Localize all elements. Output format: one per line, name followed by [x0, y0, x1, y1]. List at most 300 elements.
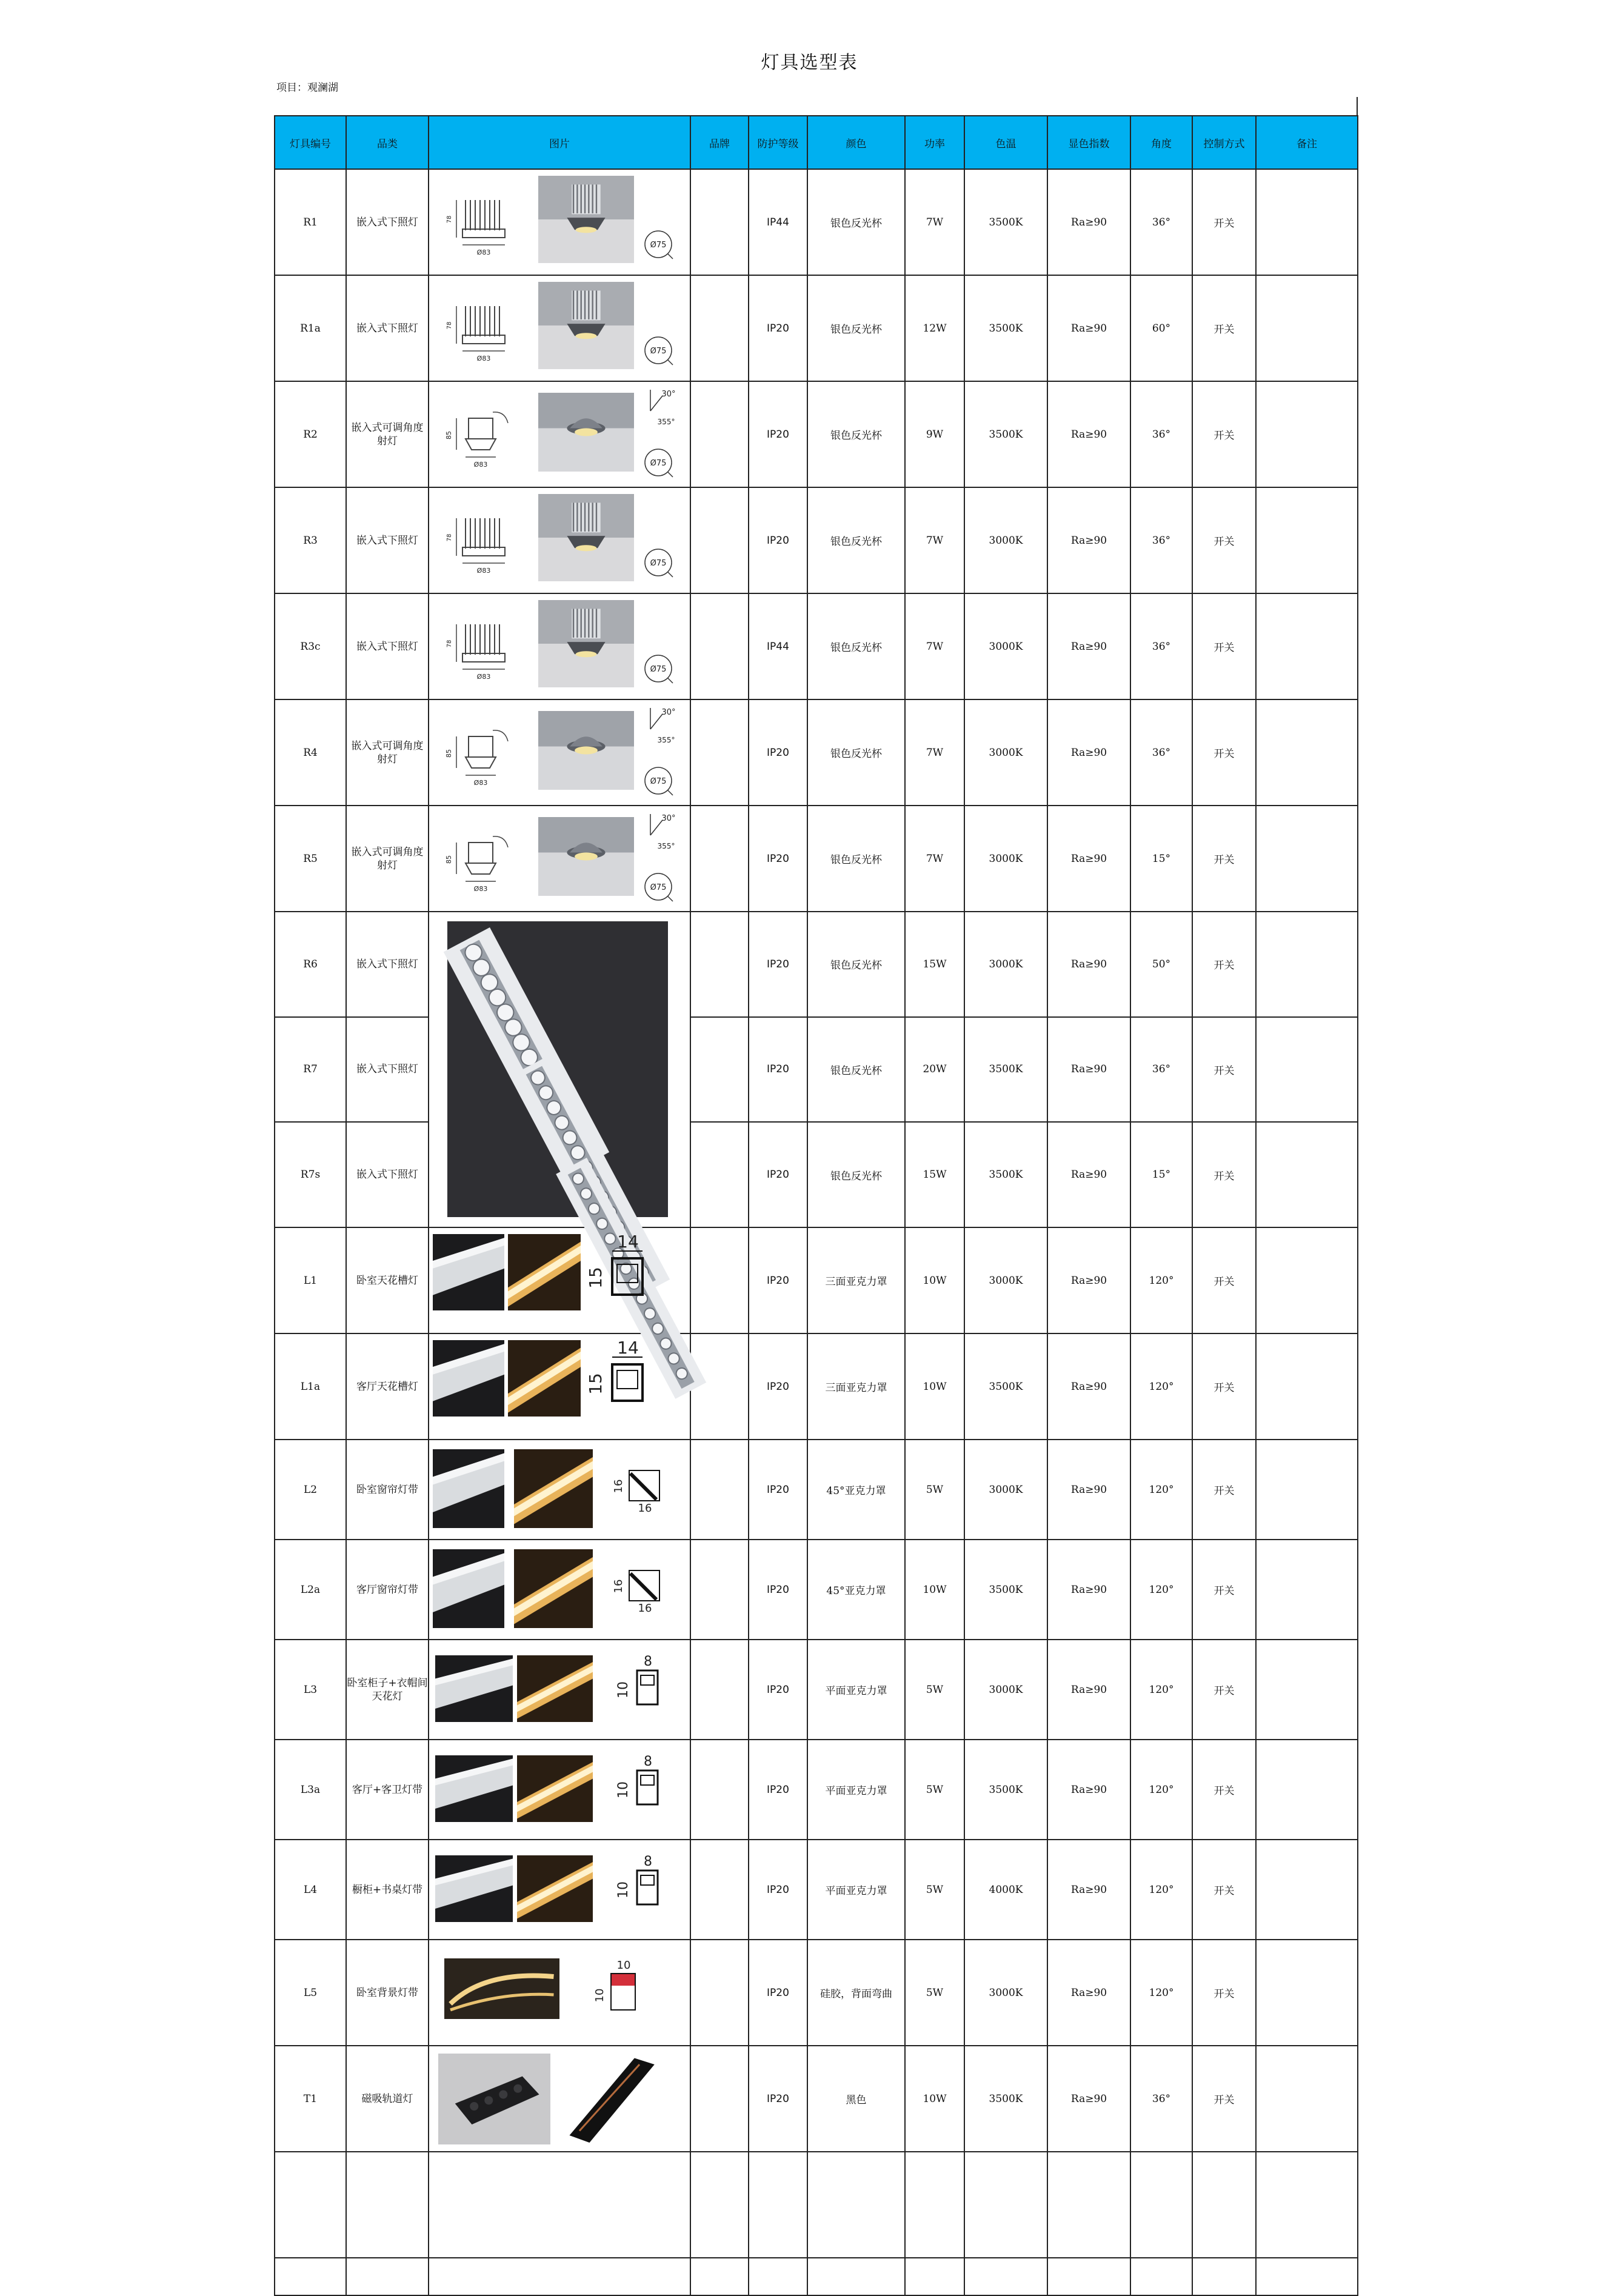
diameter-label: Ø83: [476, 673, 491, 681]
category-cell: 橱柜+书桌灯带: [346, 1840, 429, 1940]
power-cell: 5W: [905, 1640, 964, 1740]
power-cell: 5W: [905, 1840, 964, 1940]
diameter-label: Ø83: [476, 249, 491, 256]
id-cell: R1a: [275, 275, 346, 381]
product-photo: [444, 1958, 559, 2019]
category-cell: [346, 2152, 429, 2258]
picture-cell: [429, 699, 690, 806]
angle-drawing: [644, 387, 681, 435]
color-cell: 银色反光杯: [807, 593, 905, 699]
product-photo-off: [435, 1755, 513, 1822]
power-cell: 20W: [905, 1017, 964, 1123]
profile-drawing: [605, 1546, 672, 1631]
remark-cell: [1256, 1740, 1358, 1840]
control-cell: 开关: [1192, 699, 1256, 806]
angle-drawing: [644, 705, 681, 753]
picture-frame: [429, 2046, 690, 2151]
remark-cell: [1256, 1227, 1358, 1333]
product-photo-on: [514, 1549, 593, 1628]
ip-rating-cell: IP20: [749, 1333, 807, 1440]
id-cell: L2: [275, 1440, 346, 1540]
rotation-angle-label: 355°: [657, 736, 675, 744]
cct-cell: 3000K: [964, 1440, 1047, 1540]
color-cell: 银色反光杯: [807, 806, 905, 912]
cri-cell: Ra≥90: [1047, 806, 1130, 912]
ip-rating-cell: IP20: [749, 381, 807, 487]
profile-width-label: 16: [638, 1602, 652, 1615]
picture-cell: [429, 1940, 690, 2046]
profile-height-label: 15: [586, 1373, 606, 1395]
cutout-diameter: [641, 446, 678, 482]
category-cell: 客厅天花槽灯: [346, 1333, 429, 1440]
rotation-angle-label: 355°: [657, 842, 675, 850]
cri-cell: Ra≥90: [1047, 1540, 1130, 1640]
color-cell: 银色反光杯: [807, 275, 905, 381]
picture-frame: [429, 700, 690, 805]
category-cell: [346, 2258, 429, 2295]
control-cell: 开关: [1192, 912, 1256, 1017]
picture-frame: [429, 382, 690, 487]
power-cell: 7W: [905, 699, 964, 806]
brand-cell: [690, 1333, 749, 1440]
header-control: 控制方式: [1192, 116, 1256, 169]
cct-cell: 3500K: [964, 275, 1047, 381]
remark-cell: [1256, 169, 1358, 275]
color-cell: 银色反光杯: [807, 169, 905, 275]
profile-height-label: 10: [616, 1781, 631, 1798]
color-cell: 银色反光杯: [807, 487, 905, 593]
cri-cell: Ra≥90: [1047, 1227, 1130, 1333]
cutout-label: Ø75: [650, 241, 667, 250]
ip-rating-cell: IP44: [749, 169, 807, 275]
id-cell: L4: [275, 1840, 346, 1940]
cri-cell: Ra≥90: [1047, 1940, 1130, 2046]
cutout-diameter: [641, 652, 678, 688]
picture-frame: [429, 2152, 690, 2257]
brand-cell: [690, 1940, 749, 2046]
header-row: [275, 116, 1358, 169]
product-photo-on: [514, 1449, 593, 1528]
diameter-label: Ø83: [476, 355, 491, 362]
remark-cell: [1256, 806, 1358, 912]
cct-cell: 3500K: [964, 1540, 1047, 1640]
beam-angle-cell: 36°: [1130, 2046, 1192, 2152]
category-cell: 嵌入式下照灯: [346, 169, 429, 275]
remark-cell: [1256, 381, 1358, 487]
cct-cell: [964, 2152, 1047, 2258]
product-photo-fixture: [438, 2054, 550, 2144]
power-cell: 10W: [905, 1540, 964, 1640]
brand-cell: [690, 487, 749, 593]
category-cell: 卧室天花槽灯: [346, 1227, 429, 1333]
cri-cell: Ra≥90: [1047, 169, 1130, 275]
picture-cell: [429, 593, 690, 699]
cct-cell: [964, 2258, 1047, 2295]
cri-cell: Ra≥90: [1047, 1440, 1130, 1540]
remark-cell: [1256, 2152, 1358, 2258]
ip-rating-cell: IP20: [749, 1122, 807, 1227]
profile-drawing: [605, 1446, 672, 1531]
table-row: [275, 806, 1358, 912]
remark-cell: [1256, 593, 1358, 699]
ip-rating-cell: IP20: [749, 1227, 807, 1333]
sheet-title: 灯具选型表: [761, 52, 858, 73]
control-cell: 开关: [1192, 1017, 1256, 1123]
brand-cell: [690, 1840, 749, 1940]
product-photo: [538, 282, 634, 369]
power-cell: [905, 2152, 964, 2258]
beam-angle-cell: 120°: [1130, 1740, 1192, 1840]
table-row: [275, 2046, 1358, 2152]
power-cell: 10W: [905, 2046, 964, 2152]
cct-cell: 3000K: [964, 699, 1047, 806]
picture-cell: [429, 487, 690, 593]
category-cell: 客厅+客卫灯带: [346, 1740, 429, 1840]
control-cell: 开关: [1192, 1840, 1256, 1940]
profile-width-label: 8: [644, 1654, 652, 1669]
picture-frame: [429, 1440, 690, 1539]
product-photo: [538, 176, 634, 263]
profile-width-label: 14: [617, 1232, 639, 1252]
product-photo-on: [517, 1755, 593, 1822]
picture-cell: [429, 275, 690, 381]
category-cell: 嵌入式下照灯: [346, 593, 429, 699]
profile-drawing: [608, 1746, 675, 1831]
control-cell: [1192, 2258, 1256, 2295]
table-row: [275, 381, 1358, 487]
product-photo-on: [517, 1655, 593, 1722]
control-cell: 开关: [1192, 169, 1256, 275]
cri-cell: [1047, 2258, 1130, 2295]
picture-cell: [429, 1740, 690, 1840]
picture-cell: [429, 381, 690, 487]
control-cell: 开关: [1192, 1640, 1256, 1740]
tilt-angle-label: 30°: [661, 814, 676, 823]
product-photo-off: [433, 1449, 504, 1528]
control-cell: 开关: [1192, 1440, 1256, 1540]
color-cell: [807, 2152, 905, 2258]
ip-rating-cell: IP20: [749, 1017, 807, 1123]
control-cell: 开关: [1192, 806, 1256, 912]
cri-cell: [1047, 2152, 1130, 2258]
table-row: [275, 1440, 1358, 1540]
angle-drawing: [644, 811, 681, 859]
ip-rating-cell: IP20: [749, 2046, 807, 2152]
control-cell: [1192, 2152, 1256, 2258]
picture-cell: [429, 2258, 690, 2295]
table-row: [275, 1740, 1358, 1840]
beam-angle-cell: 120°: [1130, 1333, 1192, 1440]
tilt-angle-label: 30°: [661, 390, 676, 399]
cct-cell: 3500K: [964, 2046, 1047, 2152]
project-label: 项目：观澜湖: [276, 82, 338, 94]
brand-cell: [690, 381, 749, 487]
profile-width-label: 8: [644, 1754, 652, 1769]
picture-frame: [429, 488, 690, 593]
product-photo-off: [435, 1855, 513, 1922]
id-cell: [275, 2152, 346, 2258]
header-id: 灯具编号: [275, 116, 346, 169]
brand-cell: [690, 1740, 749, 1840]
remark-cell: [1256, 912, 1358, 1017]
id-cell: R2: [275, 381, 346, 487]
id-cell: L5: [275, 1940, 346, 2046]
beam-angle-cell: 36°: [1130, 169, 1192, 275]
remark-cell: [1256, 1017, 1358, 1123]
picture-frame: [429, 1540, 690, 1639]
picture-frame: [429, 1640, 690, 1739]
color-cell: 银色反光杯: [807, 699, 905, 806]
power-cell: 7W: [905, 487, 964, 593]
picture-frame: [429, 1334, 690, 1439]
product-photo-rail: [559, 2054, 659, 2144]
header-power: 功率: [905, 116, 964, 169]
brand-cell: [690, 1122, 749, 1227]
beam-angle-cell: 36°: [1130, 381, 1192, 487]
id-cell: [275, 2258, 346, 2295]
picture-cell: [429, 169, 690, 275]
picture-cell: [429, 1333, 690, 1440]
picture-cell: [429, 2046, 690, 2152]
product-photo: [538, 711, 634, 790]
control-cell: 开关: [1192, 593, 1256, 699]
table-row: [275, 487, 1358, 593]
remark-cell: [1256, 1540, 1358, 1640]
table-frame-edge: [1357, 97, 1358, 115]
height-label: 78: [446, 533, 453, 542]
id-cell: R7s: [275, 1122, 346, 1227]
control-cell: 开关: [1192, 381, 1256, 487]
header-picture: 图片: [429, 116, 690, 169]
dimension-drawing: [441, 500, 532, 585]
ip-rating-cell: IP20: [749, 1940, 807, 2046]
beam-angle-cell: 60°: [1130, 275, 1192, 381]
ip-rating-cell: IP20: [749, 912, 807, 1017]
rotation-angle-label: 355°: [657, 418, 675, 426]
cct-cell: 3000K: [964, 912, 1047, 1017]
cri-cell: Ra≥90: [1047, 381, 1130, 487]
table-row: [275, 699, 1358, 806]
cutout-label: Ø75: [650, 559, 667, 568]
brand-cell: [690, 2152, 749, 2258]
remark-cell: [1256, 1440, 1358, 1540]
color-cell: [807, 2258, 905, 2295]
beam-angle-cell: 120°: [1130, 1840, 1192, 1940]
dimension-drawing: [441, 182, 532, 267]
height-label: 85: [445, 855, 453, 864]
control-cell: 开关: [1192, 1740, 1256, 1840]
category-cell: 嵌入式下照灯: [346, 275, 429, 381]
ip-rating-cell: IP20: [749, 487, 807, 593]
color-cell: 银色反光杯: [807, 381, 905, 487]
brand-cell: [690, 2046, 749, 2152]
power-cell: 12W: [905, 275, 964, 381]
table-row: [275, 2258, 1358, 2295]
profile-width-label: 8: [644, 1854, 652, 1869]
ip-rating-cell: [749, 2152, 807, 2258]
beam-angle-cell: 36°: [1130, 1017, 1192, 1123]
picture-frame: [429, 806, 690, 911]
cri-cell: Ra≥90: [1047, 1333, 1130, 1440]
table-row: [275, 1333, 1358, 1440]
category-cell: 卧室窗帘灯带: [346, 1440, 429, 1540]
cutout-label: Ø75: [650, 883, 667, 892]
control-cell: 开关: [1192, 2046, 1256, 2152]
id-cell: L1: [275, 1227, 346, 1333]
power-cell: 7W: [905, 169, 964, 275]
color-cell: 银色反光杯: [807, 1017, 905, 1123]
color-cell: 黑色: [807, 2046, 905, 2152]
cutout-label: Ø75: [650, 665, 667, 674]
control-cell: 开关: [1192, 1333, 1256, 1440]
control-cell: 开关: [1192, 1540, 1256, 1640]
control-cell: 开关: [1192, 1122, 1256, 1227]
cutout-diameter: [641, 333, 678, 370]
table-row: [275, 1540, 1358, 1640]
beam-angle-cell: 120°: [1130, 1440, 1192, 1540]
profile-drawing: [608, 1646, 675, 1731]
remark-cell: [1256, 2258, 1358, 2295]
tilt-angle-label: 30°: [661, 708, 676, 717]
power-cell: 7W: [905, 806, 964, 912]
brand-cell: [690, 699, 749, 806]
category-cell: 嵌入式下照灯: [346, 912, 429, 1017]
cct-cell: 3500K: [964, 1740, 1047, 1840]
ip-rating-cell: IP20: [749, 699, 807, 806]
beam-angle-cell: 120°: [1130, 1540, 1192, 1640]
brand-cell: [690, 2258, 749, 2295]
brand-cell: [690, 593, 749, 699]
power-cell: 5W: [905, 1940, 964, 2046]
cutout-label: Ø75: [650, 347, 667, 356]
ip-rating-cell: IP20: [749, 1740, 807, 1840]
remark-cell: [1256, 1640, 1358, 1740]
picture-frame: [429, 594, 690, 699]
id-cell: R7: [275, 1017, 346, 1123]
dimension-drawing: [441, 606, 532, 691]
diameter-label: Ø83: [476, 567, 491, 575]
cri-cell: Ra≥90: [1047, 275, 1130, 381]
product-photo-on: [517, 1855, 593, 1922]
picture-frame: [429, 1940, 690, 2045]
beam-angle-cell: 36°: [1130, 699, 1192, 806]
cct-cell: 3000K: [964, 487, 1047, 593]
power-cell: 10W: [905, 1227, 964, 1333]
table-row: [275, 1840, 1358, 1940]
id-cell: L1a: [275, 1333, 346, 1440]
height-label: 78: [446, 321, 453, 330]
category-cell: 嵌入式可调角度射灯: [346, 381, 429, 487]
picture-cell: [429, 1640, 690, 1740]
brand-cell: [690, 1017, 749, 1123]
profile-drawing: [588, 1234, 655, 1319]
id-cell: R1: [275, 169, 346, 275]
category-cell: 嵌入式下照灯: [346, 1122, 429, 1227]
cct-cell: 3000K: [964, 806, 1047, 912]
cutout-diameter: [641, 764, 678, 800]
category-cell: 嵌入式可调角度射灯: [346, 806, 429, 912]
picture-frame: [429, 1740, 690, 1839]
header-ip: 防护等级: [749, 116, 807, 169]
cutout-label: Ø75: [650, 777, 667, 786]
picture-cell: [429, 912, 690, 1227]
control-cell: 开关: [1192, 275, 1256, 381]
brand-cell: [690, 275, 749, 381]
category-cell: 卧室背景灯带: [346, 1940, 429, 2046]
height-label: 78: [446, 215, 453, 224]
cri-cell: Ra≥90: [1047, 487, 1130, 593]
dimension-drawing: [441, 712, 532, 797]
remark-cell: [1256, 2046, 1358, 2152]
cri-cell: Ra≥90: [1047, 593, 1130, 699]
height-label: 85: [445, 749, 453, 758]
id-cell: R6: [275, 912, 346, 1017]
header-remark: 备注: [1256, 116, 1358, 169]
remark-cell: [1256, 699, 1358, 806]
table-row: [275, 1940, 1358, 2046]
profile-drawing: [608, 1846, 675, 1931]
ip-rating-cell: IP44: [749, 593, 807, 699]
ip-rating-cell: IP20: [749, 1840, 807, 1940]
category-cell: 客厅窗帘灯带: [346, 1540, 429, 1640]
power-cell: 10W: [905, 1333, 964, 1440]
cri-cell: Ra≥90: [1047, 912, 1130, 1017]
brand-cell: [690, 912, 749, 1017]
brand-cell: [690, 806, 749, 912]
picture-cell: [429, 1227, 690, 1333]
cct-cell: 3000K: [964, 1227, 1047, 1333]
remark-cell: [1256, 1840, 1358, 1940]
power-cell: 5W: [905, 1440, 964, 1540]
header-brand: 品牌: [690, 116, 749, 169]
product-photo-off: [435, 1655, 513, 1722]
cct-cell: 3000K: [964, 1640, 1047, 1740]
id-cell: L3a: [275, 1740, 346, 1840]
header-color: 颜色: [807, 116, 905, 169]
color-cell: 平面亚克力罩: [807, 1740, 905, 1840]
color-cell: 45°亚克力罩: [807, 1440, 905, 1540]
id-cell: T1: [275, 2046, 346, 2152]
header-cct: 色温: [964, 116, 1047, 169]
picture-cell: [429, 2152, 690, 2258]
category-cell: 磁吸轨道灯: [346, 2046, 429, 2152]
power-cell: 15W: [905, 1122, 964, 1227]
cct-cell: 4000K: [964, 1840, 1047, 1940]
product-photo-off: [433, 1340, 504, 1417]
table-row: [275, 912, 1358, 1017]
power-cell: 9W: [905, 381, 964, 487]
cri-cell: Ra≥90: [1047, 1740, 1130, 1840]
beam-angle-cell: 36°: [1130, 593, 1192, 699]
header-cri: 显色指数: [1047, 116, 1130, 169]
id-cell: R4: [275, 699, 346, 806]
brand-cell: [690, 1227, 749, 1333]
remark-cell: [1256, 1940, 1358, 2046]
remark-cell: [1256, 1122, 1358, 1227]
dimension-drawing: [441, 818, 532, 903]
power-cell: 15W: [905, 912, 964, 1017]
brand-cell: [690, 1540, 749, 1640]
cri-cell: Ra≥90: [1047, 2046, 1130, 2152]
profile-height-label: 10: [616, 1681, 631, 1698]
table-row: [275, 1227, 1358, 1333]
cct-cell: 3500K: [964, 1333, 1047, 1440]
beam-angle-cell: [1130, 2152, 1192, 2258]
power-cell: 5W: [905, 1740, 964, 1840]
picture-cell: [429, 1440, 690, 1540]
diameter-label: Ø83: [473, 779, 488, 787]
cri-cell: Ra≥90: [1047, 1122, 1130, 1227]
